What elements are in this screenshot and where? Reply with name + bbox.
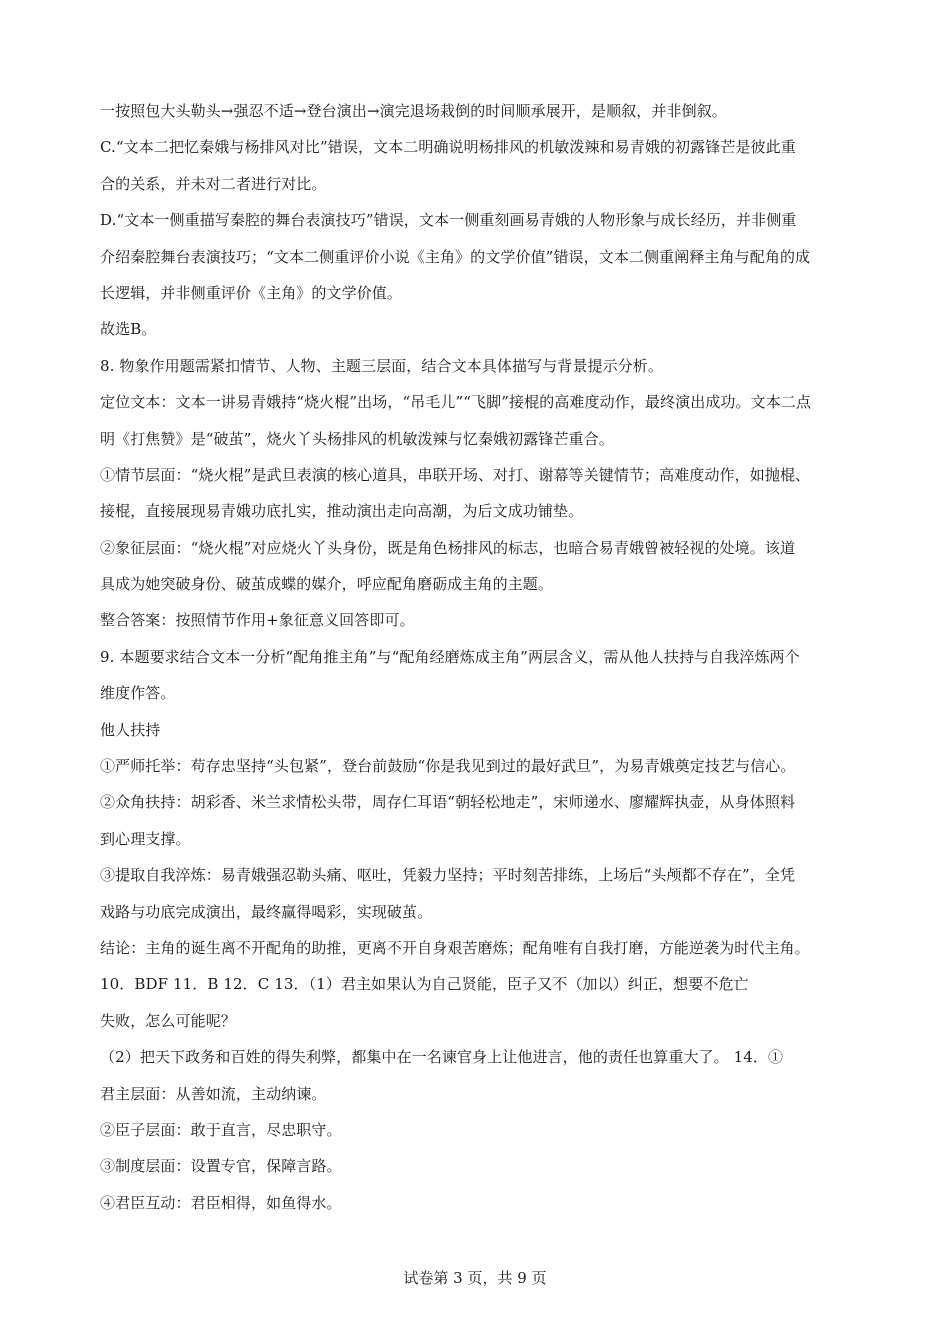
answer-text-block bbox=[100, 93, 860, 1221]
text-line: 长逻辑，并非侧重评价《主角》的文学价值。 bbox=[100, 283, 403, 302]
text-line: 定位文本：文本一讲易青娥持“烧火棍”出场，“吊毛儿”“飞脚”接棍的高难度动作，最终演出成功。文本二点 bbox=[100, 393, 812, 412]
text-line: ①情节层面：“烧火棍”是武旦表演的核心道具，串联开场、对打、谢幕等关键情节；高难度动作，如抛棍、 bbox=[100, 465, 811, 484]
text-line: D.“文本一侧重描写秦腔的舞台表演技巧”错误，文本一侧重刻画易青娥的人物形象与成长经历，并非侧重 bbox=[100, 211, 797, 230]
text-line: 整合答案：按照情节作用+象征意义回答即可。 bbox=[100, 611, 415, 630]
text-line: 具成为她突破身份、破茧成蝶的媒介，呼应配角磨砺成主角的主题。 bbox=[100, 575, 554, 594]
text-line: ①严师托举：苟存忠坚持“头包紧”，登台前鼓励“你是我见到过的最好武旦”，为易青娥奠定技艺与信心。 bbox=[100, 757, 796, 776]
text-line: 介绍秦腔舞台表演技巧；“文本二侧重评价小说《主角》的文学价值”错误，文本二侧重阐释主角与配角的成 bbox=[100, 247, 811, 266]
text-line: 合的关系，并未对二者进行对比。 bbox=[100, 174, 327, 193]
text-line: ②众角扶持：胡彩香、米兰求情松头带，周存仁耳语“朝轻松地走”，宋师递水、廖耀辉执壶，从身体照料 bbox=[100, 793, 796, 812]
text-line: 失败，怎么可能呢？ bbox=[100, 1011, 236, 1030]
text-line: 9. 本题要求结合文本一分析“配角推主角”与“配角经磨炼成主角”两层含义，需从他人扶持与自我淬炼两个 bbox=[100, 647, 800, 666]
text-line: （2）把天下政务和百姓的得失利弊，都集中在一名谏官身上让他进言，他的责任也算重大了。 14．① bbox=[100, 1048, 784, 1067]
text-line: 他人扶持 bbox=[100, 720, 161, 739]
text-line: 戏路与功底完成演出，最终赢得喝彩，实现破茧。 bbox=[100, 902, 433, 921]
text-line: 结论：主角的诞生离不开配角的助推，更离不开自身艰苦磨炼；配角唯有自我打磨，方能逆袭为时代主角。 bbox=[100, 938, 810, 957]
text-line: C.“文本二把忆秦娥与杨排风对比”错误，文本二明确说明杨排风的机敏泼辣和易青娥的初露锋芒是彼此重 bbox=[100, 138, 796, 157]
text-line: 10．BDF 11．B 12．C 13．（1）君主如果认为自己贤能，臣子又不（加以）纠正，想要不危亡 bbox=[100, 975, 749, 994]
text-line: 8. 物象作用题需紧扣情节、人物、主题三层面，结合文本具体描写与背景提示分析。 bbox=[100, 356, 663, 375]
page-footer: 试卷第 3 页，共 9 页 bbox=[403, 1269, 547, 1287]
text-line: ②臣子层面：敢于直言，尽忠职守。 bbox=[100, 1120, 342, 1139]
text-line: ②象征层面：“烧火棍”对应烧火丫头身份，既是角色杨排风的标志，也暗合易青娥曾被轻视的处境。该道 bbox=[100, 538, 796, 557]
text-line: ③制度层面：设置专官，保障言路。 bbox=[100, 1157, 342, 1176]
text-line: 到心理支撑。 bbox=[100, 829, 191, 848]
text-line: 维度作答。 bbox=[100, 684, 176, 703]
text-line: ③提取自我淬炼：易青娥强忍勒头痛、呕吐，凭毅力坚持；平时刻苦排练，上场后“头颅都不存在”，全凭 bbox=[100, 866, 796, 885]
text-line: ④君臣互动：君臣相得，如鱼得水。 bbox=[100, 1193, 342, 1212]
text-line: 明《打焦赞》是“破茧”，烧火丫头杨排风的机敏泼辣与忆秦娥初露锋芒重合。 bbox=[100, 429, 614, 448]
text-line: 故选B。 bbox=[100, 320, 157, 339]
text-line: 君主层面：从善如流，主动纳谏。 bbox=[100, 1084, 327, 1103]
text-line: 接棍，直接展现易青娥功底扎实，推动演出走向高潮，为后文成功铺垫。 bbox=[100, 502, 584, 521]
text-line: 一按照包大头勒头→强忍不适→登台演出→演完退场栽倒的时间顺承展开，是顺叙，并非倒叙。 bbox=[100, 102, 727, 120]
